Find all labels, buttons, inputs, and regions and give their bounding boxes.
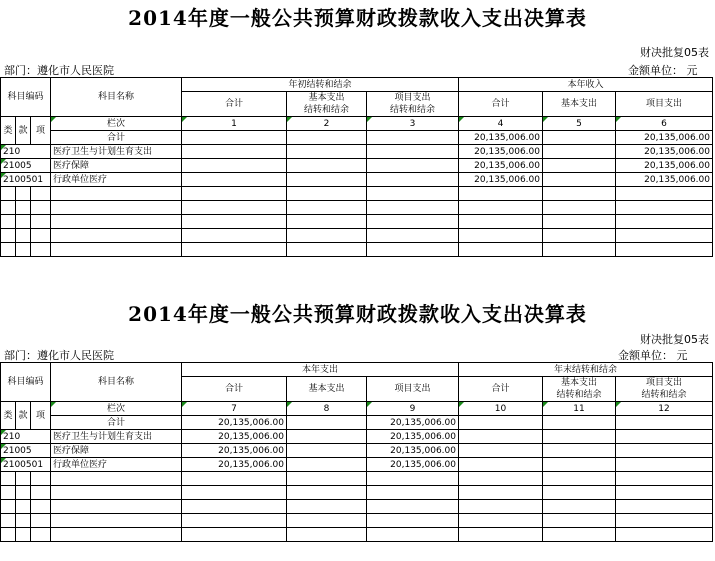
column-header: 合计 — [182, 92, 287, 117]
cell-value: 20,135,006.00 — [459, 159, 543, 173]
lanci-label: 栏次 — [51, 117, 182, 131]
cell-value — [616, 430, 713, 444]
department-label: 部门：遵化市人民医院 — [4, 349, 114, 362]
cell-value — [367, 131, 459, 145]
cell-value: 20,135,006.00 — [459, 173, 543, 187]
column-number: 4 — [459, 117, 543, 131]
table-row — [1, 416, 713, 430]
cell-value — [287, 458, 367, 472]
row-name: 行政单位医疗 — [51, 458, 182, 472]
cell-value: 20,135,006.00 — [367, 416, 459, 430]
empty-row — [1, 201, 713, 215]
cell-value — [543, 416, 616, 430]
row-name: 医疗卫生与计划生育支出 — [51, 145, 182, 159]
table-row — [1, 458, 713, 472]
cell-value — [616, 458, 713, 472]
cell-value — [459, 416, 543, 430]
cell-value — [182, 159, 287, 173]
column-header: 基本支出 结转和结余 — [287, 92, 367, 117]
row-code: 210 — [1, 145, 51, 159]
column-header: 项目支出 — [367, 377, 459, 402]
cell-value — [616, 444, 713, 458]
cell-value — [459, 444, 543, 458]
column-number: 5 — [543, 117, 616, 131]
cell-value: 20,135,006.00 — [367, 444, 459, 458]
department-label: 部门：遵化市人民医院 — [4, 64, 114, 77]
cell-value — [182, 145, 287, 159]
cell-value — [543, 458, 616, 472]
cell-value: 20,135,006.00 — [367, 430, 459, 444]
table-row — [1, 131, 713, 145]
cell-value — [287, 159, 367, 173]
cell-value: 20,135,006.00 — [182, 444, 287, 458]
column-number: 12 — [616, 402, 713, 416]
cell-value: 20,135,006.00 — [459, 131, 543, 145]
column-number: 7 — [182, 402, 287, 416]
row-name: 合计 — [51, 416, 182, 430]
column-header: 项目支出 — [616, 92, 713, 117]
column-number: 11 — [543, 402, 616, 416]
column-header: 合计 — [459, 377, 543, 402]
empty-row — [1, 472, 713, 486]
cell-value: 20,135,006.00 — [616, 145, 713, 159]
kuan-header: 款 — [16, 402, 31, 430]
column-number: 3 — [367, 117, 459, 131]
cell-value — [459, 430, 543, 444]
column-header: 基本支出 结转和结余 — [543, 377, 616, 402]
sheet-title: 2014年度一般公共预算财政拨款收入支出决算表 — [128, 302, 587, 326]
cell-value — [543, 444, 616, 458]
column-number: 6 — [616, 117, 713, 131]
cell-value — [287, 416, 367, 430]
row-code: 21005 — [1, 444, 51, 458]
cell-value: 20,135,006.00 — [616, 159, 713, 173]
empty-row — [1, 500, 713, 514]
column-header: 基本支出 — [543, 92, 616, 117]
row-code: 2100501 — [1, 173, 51, 187]
cell-value — [367, 159, 459, 173]
budget-table — [0, 362, 713, 542]
amount-unit: 金额单位： 元 — [618, 349, 688, 362]
cell-value — [543, 159, 616, 173]
cell-value: 20,135,006.00 — [182, 458, 287, 472]
column-header: 合计 — [459, 92, 543, 117]
document-number: 财决批复05表 — [640, 333, 709, 346]
group-header: 年末结转和结余 — [459, 363, 713, 377]
kuan-header: 款 — [16, 117, 31, 145]
row-name: 行政单位医疗 — [51, 173, 182, 187]
xiang-header: 项 — [31, 117, 51, 145]
cell-value: 20,135,006.00 — [182, 430, 287, 444]
document-number: 财决批复05表 — [640, 46, 709, 59]
empty-row — [1, 243, 713, 257]
table-row — [1, 173, 713, 187]
row-name: 医疗保障 — [51, 159, 182, 173]
table-row — [1, 159, 713, 173]
cell-value — [459, 458, 543, 472]
column-number: 2 — [287, 117, 367, 131]
empty-row — [1, 215, 713, 229]
row-code: 21005 — [1, 159, 51, 173]
empty-row — [1, 187, 713, 201]
table-row — [1, 145, 713, 159]
empty-row — [1, 229, 713, 243]
column-header: 合计 — [182, 377, 287, 402]
cell-value — [367, 145, 459, 159]
name-header: 科目名称 — [51, 78, 182, 117]
cell-value — [543, 173, 616, 187]
cell-value — [543, 131, 616, 145]
table-row — [1, 430, 713, 444]
cell-value — [616, 416, 713, 430]
row-code: 210 — [1, 430, 51, 444]
amount-unit: 金额单位： 元 — [628, 64, 698, 77]
cell-value — [287, 131, 367, 145]
cell-value: 20,135,006.00 — [182, 416, 287, 430]
code-header: 科目编码 — [1, 363, 51, 402]
column-header: 基本支出 — [287, 377, 367, 402]
empty-row — [1, 528, 713, 542]
group-header: 年初结转和结余 — [182, 78, 459, 92]
cell-value — [543, 430, 616, 444]
cell-value — [543, 145, 616, 159]
row-code: 2100501 — [1, 458, 51, 472]
cell-value — [287, 430, 367, 444]
cell-value: 20,135,006.00 — [616, 173, 713, 187]
empty-row — [1, 514, 713, 528]
row-name: 医疗保障 — [51, 444, 182, 458]
cell-value: 20,135,006.00 — [459, 145, 543, 159]
cell-value — [287, 173, 367, 187]
cell-value — [287, 145, 367, 159]
cell-value: 20,135,006.00 — [367, 458, 459, 472]
lei-header: 类 — [1, 117, 16, 145]
column-number: 8 — [287, 402, 367, 416]
code-header: 科目编码 — [1, 78, 51, 117]
group-header: 本年收入 — [459, 78, 713, 92]
sheet-title: 2014年度一般公共预算财政拨款收入支出决算表 — [128, 6, 587, 30]
table-row — [1, 444, 713, 458]
lei-header: 类 — [1, 402, 16, 430]
cell-value: 20,135,006.00 — [616, 131, 713, 145]
name-header: 科目名称 — [51, 363, 182, 402]
cell-value — [182, 173, 287, 187]
xiang-header: 项 — [31, 402, 51, 430]
column-number: 10 — [459, 402, 543, 416]
row-name: 医疗卫生与计划生育支出 — [51, 430, 182, 444]
empty-row — [1, 486, 713, 500]
column-number: 1 — [182, 117, 287, 131]
column-header: 项目支出 结转和结余 — [367, 92, 459, 117]
group-header: 本年支出 — [182, 363, 459, 377]
budget-table — [0, 77, 713, 257]
lanci-label: 栏次 — [51, 402, 182, 416]
cell-value — [182, 131, 287, 145]
column-header: 项目支出 结转和结余 — [616, 377, 713, 402]
column-number: 9 — [367, 402, 459, 416]
cell-value — [367, 173, 459, 187]
row-name: 合计 — [51, 131, 182, 145]
cell-value — [287, 444, 367, 458]
